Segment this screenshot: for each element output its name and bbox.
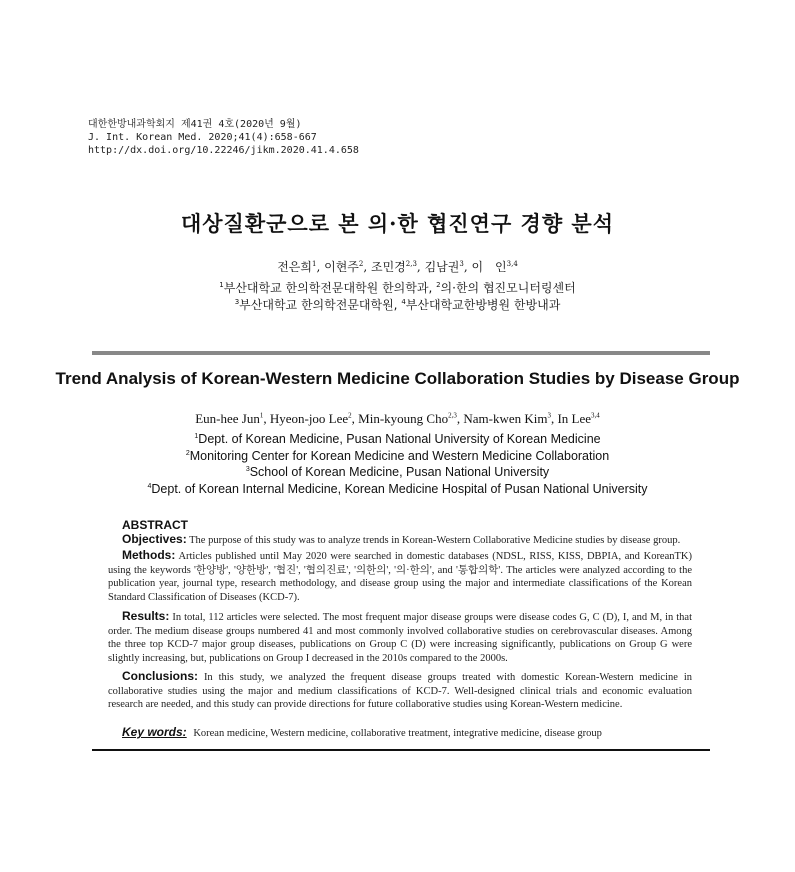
korean-title: 대상질환군으로 본 의·한 협진연구 경향 분석 [180,211,614,236]
aff-sup: 4 [401,298,406,306]
author-sep: , [550,411,558,426]
author-sup: 1 [259,411,264,420]
english-affiliation-4 [0,482,795,496]
korean-affiliation-line [0,279,795,296]
section-divider [92,351,710,355]
author-sup: 3,4 [506,260,518,268]
aff-sup: 2 [436,281,441,289]
author-sup: 3 [459,260,464,268]
aff-sup: 4 [147,482,152,490]
author-name: 조민경 [371,260,406,274]
aff-text: Dept. of Korean Internal Medicine, Korean Medicine Hospital of Pusan National University [151,482,648,496]
english-affiliation-2 [0,449,795,463]
author-sup: 2 [348,411,352,420]
methods-label: Methods: [122,548,176,562]
author-sep: , [316,260,325,274]
results-text: In total, 112 articles were selected. The most frequent major disease groups were disease codes G, C (D), I, and M, in that order. The medium disease groups numbered 41 and most commonly involved collaborative studies on cerebrovascular diseases. Among the three top KCD-7 major group diseases, publications on Group C (D) were increasing significantly, publications on Group G were slightly increasing, but, publications on Group I decreased in the 2010s compared to the 2000s. [108,612,692,664]
journal-citation: J. Int. Korean Med. 2020;41(4):658-667 [88,132,317,143]
aff-sup: 1 [194,432,199,440]
author-sup: 3,4 [591,411,600,420]
author-name: 이현주 [324,260,359,274]
korean-affiliation-line [0,296,795,313]
author-sep: , [363,260,371,274]
doi-link[interactable]: http://dx.doi.org/10.22246/jikm.2020.41.4.658 [88,145,359,156]
author-sep: , [263,411,270,426]
abstract-objectives [108,533,692,548]
author-sup: 2 [358,260,364,268]
aff-text: 부산대학교 한의학전문대학원 한의학과, [223,281,437,295]
aff-text: 의·한의 협진모니터링센터 [440,281,576,295]
author-sep: , [416,260,425,274]
aff-sup: 3 [234,298,240,306]
aff-text: Dept. of Korean Medicine, Pusan National University of Korean Medicine [198,432,601,446]
conclusions-text: In this study, we analyzed the frequent disease groups treated with domestic Korean-Western medicine in collaborative studies using the major and medium classifications of KCD-7. Well-designed clinical trials and economic evaluation research are needed, and this study can provide directions for future collaborative studies using Korean-Western medicine. [108,672,692,710]
aff-text: Monitoring Center for Korean Medicine and Western Medicine Collaboration [189,449,610,463]
author-name: Min-kyoung Cho [358,411,449,426]
english-authors [0,411,795,427]
keywords [122,725,602,739]
author-sup: 3 [547,411,551,420]
keywords-text: Korean medicine, Western medicine, collaborative treatment, integrative medicine, disease group [193,728,602,739]
author-sup: 2,3 [405,260,417,268]
journal-header-korean: 대한한방내과학회지 제41권 4호(2020년 9월) [88,119,302,130]
author-name: Nam-kwen Kim [463,411,548,426]
keywords-label: Key words: [122,725,187,739]
results-label: Results: [122,609,170,623]
author-sep: , [463,260,472,274]
author-name: In Lee [557,411,592,426]
author-sep: , [456,411,464,426]
aff-sup: 1 [219,281,224,289]
objectives-label: Objectives: [122,532,187,546]
english-affiliation-1 [0,432,795,446]
author-sep: , [351,411,359,426]
author-name: 이 인 [471,260,507,274]
author-name: 김남권 [424,260,460,274]
objectives-text: The purpose of this study was to analyze trends in Korean-Western Collaborative Medicine studies by disease group. [189,535,681,546]
author-name: 전은희 [277,260,312,274]
conclusions-label: Conclusions: [122,669,199,683]
author-sup: 2,3 [448,411,457,420]
author-sup: 1 [312,260,317,268]
abstract-results [108,610,692,665]
author-name: Hyeon-joo Lee [269,411,349,426]
korean-authors [0,258,795,275]
aff-sup: 3 [245,465,250,473]
aff-text: School of Korean Medicine, Pusan National University [249,465,550,479]
bottom-divider [92,749,710,751]
abstract-conclusions [108,670,692,712]
aff-sup: 2 [185,449,190,457]
abstract-heading: ABSTRACT [122,518,188,532]
abstract-methods [108,549,692,604]
journal-header [88,118,359,157]
aff-text: 부산대학교한방병원 한방내과 [405,298,561,312]
aff-text: 부산대학교 한의학전문대학원, [239,298,402,312]
author-name: Eun-hee Jun [195,411,260,426]
methods-text: Articles published until May 2020 were searched in domestic databases (NDSL, RISS, KISS, DBPIA, and KoreanTK) using the keywords '한양방', '양한방', '협진', '협의진료', '의한의', '의·한의', and '통합의학'. The articles were analyzed according to the publication year, journal type, research methodology, and disease group using the major and intermediate classifications of the Korean Standard Classification of Diseases (KCD-7). [108,551,692,603]
english-affiliation-3 [0,465,795,479]
english-title: Trend Analysis of Korean-Western Medicine Collaboration Studies by Disease Group [55,369,740,388]
